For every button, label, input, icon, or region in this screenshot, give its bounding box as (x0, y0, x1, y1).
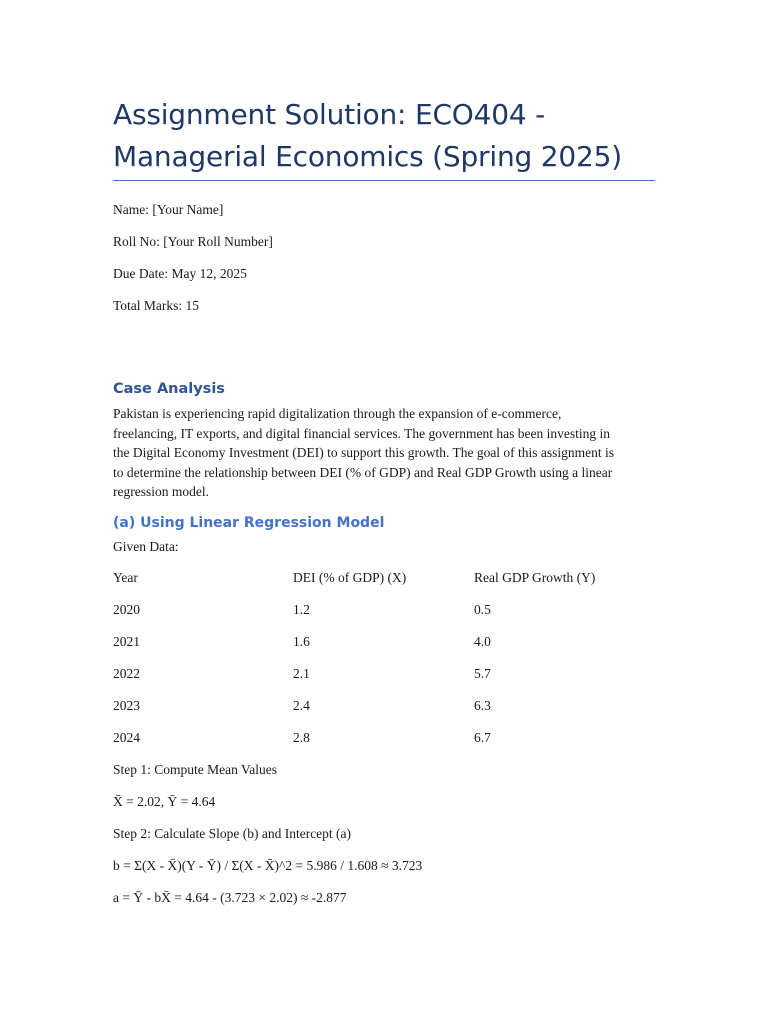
table-row (113, 634, 655, 650)
case-line: Pakistan is experiencing rapid digitalization through the expansion of e-commerce, (113, 406, 562, 421)
table-cell-year: 2021 (113, 634, 140, 649)
table-header-row (113, 570, 655, 586)
given-data-label: Given Data: (113, 539, 179, 554)
title-line-1: Assignment Solution: ECO404 - (113, 98, 546, 131)
case-line: the Digital Economy Investment (DEI) to support this growth. The goal of this assignment is (113, 445, 615, 460)
mean-values: X̄ = 2.02, Ȳ = 4.64 (113, 794, 216, 809)
meta-name: Name: [Your Name] (113, 202, 224, 217)
case-line: regression model. (113, 484, 209, 499)
document-title (113, 94, 655, 178)
table-cell-dei: 2.8 (293, 730, 310, 745)
step-2-label: Step 2: Calculate Slope (b) and Intercept (a) (113, 826, 352, 841)
table-cell-gdp: 0.5 (474, 602, 491, 617)
intercept-formula: a = Ȳ - bX̄ = 4.64 - (3.723 × 2.02) ≈ -2.877 (113, 890, 347, 905)
case-analysis-paragraph (113, 404, 655, 502)
table-cell-gdp: 5.7 (474, 666, 491, 681)
meta-total-marks: Total Marks: 15 (113, 298, 200, 313)
table-header-dei: DEI (% of GDP) (X) (293, 570, 407, 585)
meta-due-date: Due Date: May 12, 2025 (113, 266, 247, 281)
case-analysis-heading: Case Analysis (113, 381, 225, 397)
table-row (113, 602, 655, 618)
table-cell-gdp: 6.7 (474, 730, 491, 745)
table-cell-dei: 2.1 (293, 666, 310, 681)
case-line: freelancing, IT exports, and digital financial services. The government has been investing in (113, 425, 610, 441)
case-line: to determine the relationship between DEI (% of GDP) and Real GDP Growth using a linear (113, 464, 613, 480)
table-header-gdp: Real GDP Growth (Y) (474, 570, 596, 585)
table-header-year: Year (113, 570, 138, 585)
table-cell-dei: 1.2 (293, 602, 310, 617)
meta-roll-no: Roll No: [Your Roll Number] (113, 234, 273, 249)
table-cell-year: 2023 (113, 698, 140, 713)
table-row (113, 698, 655, 714)
table-cell-year: 2024 (113, 730, 140, 745)
table-cell-dei: 1.6 (293, 634, 310, 649)
table-cell-year: 2020 (113, 602, 140, 617)
table-cell-year: 2022 (113, 666, 140, 681)
table-row (113, 666, 655, 682)
table-row (113, 730, 655, 746)
title-line-2: Managerial Economics (Spring 2025) (113, 140, 622, 173)
title-underline (113, 180, 655, 181)
step-1-label: Step 1: Compute Mean Values (113, 762, 277, 777)
section-a-heading: (a) Using Linear Regression Model (113, 515, 385, 531)
table-cell-gdp: 6.3 (474, 698, 491, 713)
table-cell-dei: 2.4 (293, 698, 310, 713)
table-cell-gdp: 4.0 (474, 634, 491, 649)
slope-formula: b = Σ(X - X̄)(Y - Ȳ) / Σ(X - X̄)^2 = 5.986 / 1.608 ≈ 3.723 (113, 858, 423, 873)
